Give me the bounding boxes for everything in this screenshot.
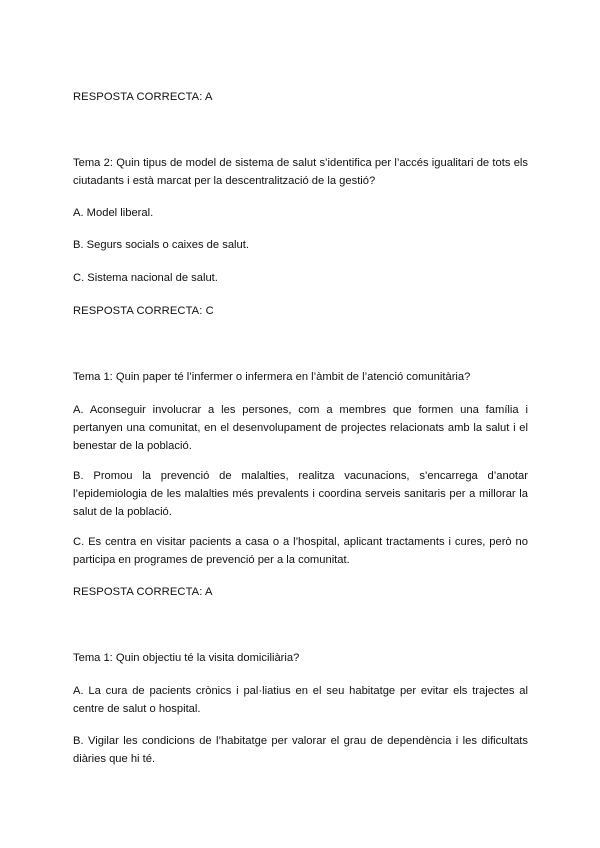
- option-a: A. La cura de pacients crònics i pal·liatius en el seu habitatge per evitar els trajectes al centre de salut o hospital.: [73, 685, 528, 715]
- option-c: C. Es centra en visitar pacients a casa o a l’hospital, aplicant tractaments i cures, però no participa en programes de prevenció per a la comunitat.: [73, 536, 528, 566]
- option-b: B. Promou la prevenció de malalties, realitza vacunacions, s’encarrega d’anotar l’epidemiologia de les malalties més prevalents i coordina serveis sanitaris per a millorar la salut de la població.: [73, 470, 528, 518]
- option-b: B. Segurs socials o caixes de salut.: [73, 239, 249, 251]
- option-a: A. Aconseguir involucrar a les persones, com a membres que formen una família i pertanyen una comunitat, en el desenvolupament de projectes relacionats amb la salut i el benestar de la població.: [73, 404, 528, 452]
- question-tema-1-visita: Tema 1: Quin objectiu té la visita domiciliària?: [73, 652, 300, 664]
- correct-answer-line: RESPOSTA CORRECTA: C: [73, 305, 214, 317]
- option-b: B. Vigilar les condicions de l’habitatge per valorar el grau de dependència i les dificultats diàries que hi té.: [73, 735, 528, 765]
- option-c: C. Sistema nacional de salut.: [73, 272, 218, 284]
- correct-answer-line: RESPOSTA CORRECTA: A: [73, 586, 213, 598]
- option-a: A. Model liberal.: [73, 207, 154, 219]
- question-tema-2: Tema 2: Quin tipus de model de sistema de salut s’identifica per l’accés igualitari de tots els ciutadants i està marcat per la descentralització de la gestió?: [73, 157, 528, 187]
- question-tema-1-paper: Tema 1: Quin paper té l’infermer o infermera en l’àmbit de l’atenció comunitària?: [73, 371, 471, 383]
- correct-answer-line: RESPOSTA CORRECTA: A: [73, 91, 213, 103]
